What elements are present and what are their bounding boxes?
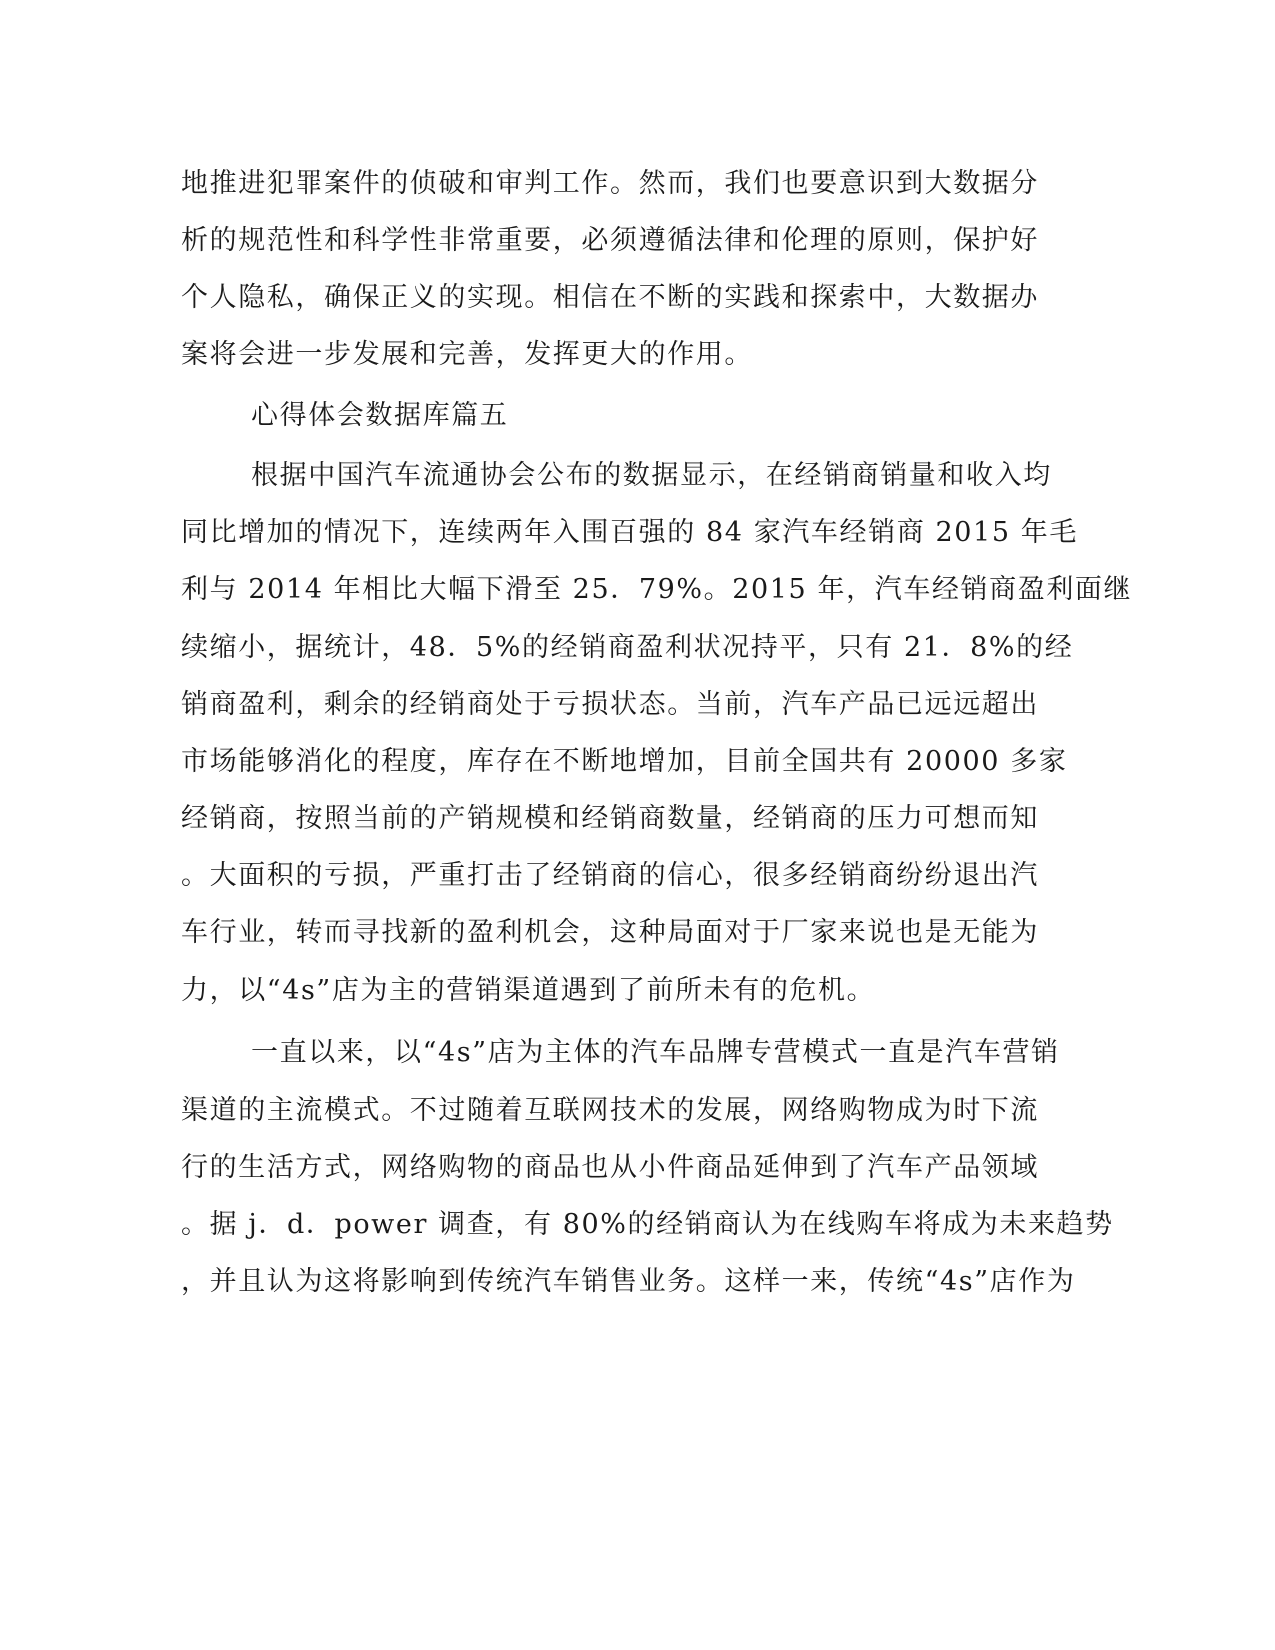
paragraph-2-line-3: 利与 2014 年相比大幅下滑至 25．79%。2015 年，汽车经销商盈利面继 — [181, 574, 1133, 605]
paragraph-3-line-3: 行的生活方式，网络购物的商品也从小件商品延伸到了汽车产品领域 — [181, 1152, 1039, 1183]
paragraph-2-line-5: 销商盈利，剩余的经销商处于亏损状态。当前，汽车产品已远远超出 — [181, 689, 1039, 720]
paragraph-2-line-1: 根据中国汽车流通协会公布的数据显示，在经销商销量和收入均 — [251, 460, 1052, 491]
paragraph-3-line-2: 渠道的主流模式。不过随着互联网技术的发展，网络购物成为时下流 — [181, 1095, 1039, 1126]
paragraph-2-line-9: 车行业，转而寻找新的盈利机会，这种局面对于厂家来说也是无能为 — [181, 917, 1039, 948]
paragraph-1-line-1: 地推进犯罪案件的侦破和审判工作。然而，我们也要意识到大数据分 — [181, 168, 1039, 199]
section-heading: 心得体会数据库篇五 — [251, 400, 509, 431]
paragraph-2-line-2: 同比增加的情况下，连续两年入围百强的 84 家汽车经销商 2015 年毛 — [181, 517, 1078, 548]
paragraph-2-line-8: 。大面积的亏损，严重打击了经销商的信心，很多经销商纷纷退出汽 — [181, 860, 1039, 891]
paragraph-2-line-7: 经销商，按照当前的产销规模和经销商数量，经销商的压力可想而知 — [181, 803, 1039, 834]
paragraph-1-line-4: 案将会进一步发展和完善，发挥更大的作用。 — [181, 339, 753, 370]
paragraph-3-line-5: ，并且认为这将影响到传统汽车销售业务。这样一来，传统“4s”店作为 — [181, 1266, 1076, 1297]
paragraph-3-line-1: 一直以来，以“4s”店为主体的汽车品牌专营模式一直是汽车营销 — [251, 1037, 1060, 1068]
paragraph-2-line-6: 市场能够消化的程度，库存在不断地增加，目前全国共有 20000 多家 — [181, 746, 1068, 777]
paragraph-1-line-3: 个人隐私，确保正义的实现。相信在不断的实践和探索中，大数据办 — [181, 282, 1039, 313]
paragraph-2-line-10: 力，以“4s”店为主的营销渠道遇到了前所未有的危机。 — [181, 975, 876, 1006]
paragraph-1-line-2: 析的规范性和科学性非常重要，必须遵循法律和伦理的原则，保护好 — [181, 225, 1039, 256]
paragraph-3-line-4: 。据 j．d．power 调查，有 80%的经销商认为在线购车将成为未来趋势 — [181, 1209, 1114, 1240]
paragraph-2-line-4: 续缩小，据统计，48．5%的经销商盈利状况持平，只有 21．8%的经 — [181, 632, 1074, 663]
